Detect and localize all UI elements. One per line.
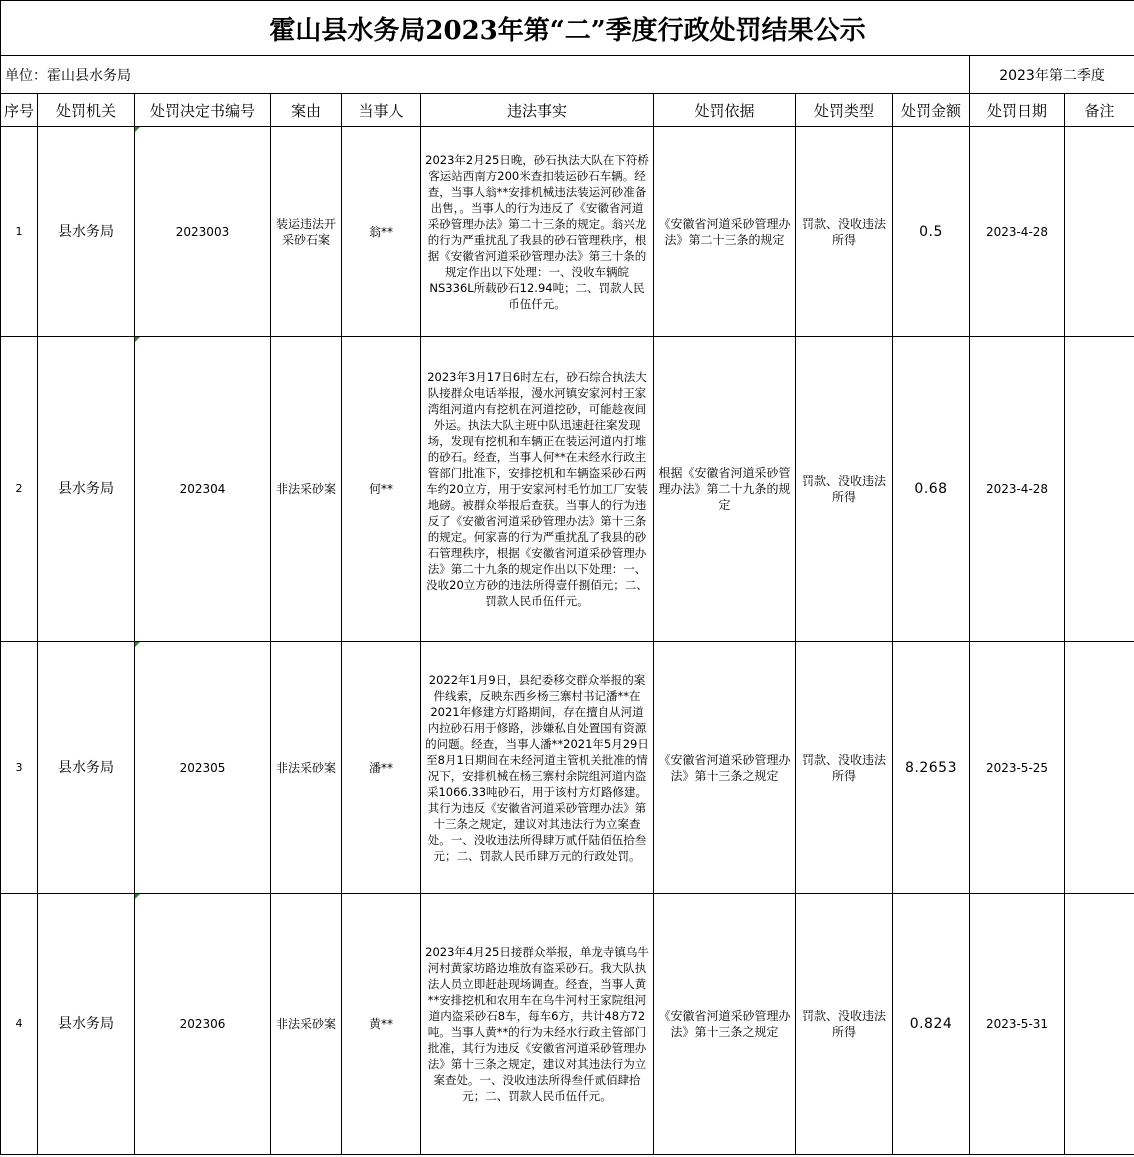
header-seq: 序号 bbox=[1, 94, 38, 127]
cell-seq: 4 bbox=[1, 894, 38, 1155]
cell-doc-no: 202306 bbox=[135, 894, 271, 1155]
cell-cause: 非法采砂案 bbox=[271, 894, 342, 1155]
header-party: 当事人 bbox=[342, 94, 421, 127]
cell-date: 2023-5-31 bbox=[970, 894, 1065, 1155]
cell-type: 罚款、没收违法所得 bbox=[796, 337, 893, 642]
table-row bbox=[1, 894, 1134, 1155]
cell-seq: 2 bbox=[1, 337, 38, 642]
cell-party: 潘** bbox=[342, 642, 421, 894]
cell-remark bbox=[1065, 642, 1134, 894]
unit-label: 单位：霍山县水务局 bbox=[1, 56, 970, 94]
cell-org: 县水务局 bbox=[38, 127, 135, 337]
cell-type: 罚款、没收违法所得 bbox=[796, 894, 893, 1155]
table-row bbox=[1, 642, 1134, 894]
cell-date: 2023-5-25 bbox=[970, 642, 1065, 894]
page-title: 霍山县水务局2023年第“二”季度行政处罚结果公示 bbox=[1, 1, 1134, 56]
cell-basis: 《安徽省河道采砂管理办法》第十三条之规定 bbox=[654, 894, 796, 1155]
cell-type: 罚款、没收违法所得 bbox=[796, 127, 893, 337]
cell-org: 县水务局 bbox=[38, 894, 135, 1155]
cell-cause: 非法采砂案 bbox=[271, 337, 342, 642]
header-date: 处罚日期 bbox=[970, 94, 1065, 127]
header-row bbox=[1, 94, 1134, 127]
header-facts: 违法事实 bbox=[421, 94, 654, 127]
cell-party: 翁** bbox=[342, 127, 421, 337]
cell-cause: 装运违法开采砂石案 bbox=[271, 127, 342, 337]
header-remark: 备注 bbox=[1065, 94, 1134, 127]
cell-basis: 根据《安徽省河道采砂管理办法》第二十九条的规定 bbox=[654, 337, 796, 642]
cell-amount: 0.68 bbox=[893, 337, 970, 642]
cell-remark bbox=[1065, 337, 1134, 642]
cell-amount: 0.5 bbox=[893, 127, 970, 337]
cell-amount: 8.2653 bbox=[893, 642, 970, 894]
cell-party: 何** bbox=[342, 337, 421, 642]
header-amount: 处罚金额 bbox=[893, 94, 970, 127]
header-basis: 处罚依据 bbox=[654, 94, 796, 127]
cell-org: 县水务局 bbox=[38, 642, 135, 894]
cell-type: 罚款、没收违法所得 bbox=[796, 642, 893, 894]
cell-facts: 2023年3月17日6时左右，砂石综合执法大队接群众电话举报，漫水河镇安家河村王家湾组河道内有挖机在河道挖砂，可能趁夜间外运。执法大队主班中队迅速赶往案发现场，发现有挖机和车辆正在装运河道内打堆的砂石。经查，当事人何**在未经水行政主管部门批准下，安排挖机和车辆盗采砂石两车约20立方，用于安家河村毛竹加工厂安装地磅。被群众举报后查获。当事人的行为违反了《安徽省河道采砂管理办法》第十三条的规定。何家喜的行为严重扰乱了我县的砂石管理秩序，根据《安徽省河道采砂管理办法》第二十九条的规定作出以下处理：一、没收20立方砂的违法所得壹仟捌佰元；二、罚款人民币伍仟元。 bbox=[421, 337, 654, 642]
cell-doc-no: 202304 bbox=[135, 337, 271, 642]
table-row bbox=[1, 337, 1134, 642]
period-label: 2023年第二季度 bbox=[970, 56, 1134, 94]
header-doc-no: 处罚决定书编号 bbox=[135, 94, 271, 127]
cell-remark bbox=[1065, 894, 1134, 1155]
cell-basis: 《安徽省河道采砂管理办法》第十三条之规定 bbox=[654, 642, 796, 894]
cell-doc-no: 202305 bbox=[135, 642, 271, 894]
header-org: 处罚机关 bbox=[38, 94, 135, 127]
cell-seq: 3 bbox=[1, 642, 38, 894]
table-row bbox=[1, 127, 1134, 337]
header-cause: 案由 bbox=[271, 94, 342, 127]
cell-remark bbox=[1065, 127, 1134, 337]
cell-doc-no: 2023003 bbox=[135, 127, 271, 337]
cell-facts: 2023年2月25日晚，砂石执法大队在下符桥客运站西南方200米查扣装运砂石车辆。经查，当事人翁**安排机械违法装运河砂准备出售，。当事人的行为违反了《安徽省河道采砂管理办法》第二十三条的规定。翁兴龙的行为严重扰乱了我县的砂石管理秩序，根据《安徽省河道采砂管理办法》第三十条的规定作出以下处理：一、没收车辆皖NS336L所载砂石12.94吨；二、罚款人民币伍仟元。 bbox=[421, 127, 654, 337]
cell-seq: 1 bbox=[1, 127, 38, 337]
cell-basis: 《安徽省河道采砂管理办法》第二十三条的规定 bbox=[654, 127, 796, 337]
cell-date: 2023-4-28 bbox=[970, 127, 1065, 337]
cell-facts: 2023年4月25日接群众举报，单龙寺镇乌牛河村黄家坊路边堆放有盗采砂石。我大队执法人员立即赶赴现场调查。经查，当事人黄**安排挖机和农用车在乌牛河村王家院组河道内盗采砂石8车，每车6方，共计48方72吨。当事人黄**的行为未经水行政主管部门批准，其行为违反《安徽省河道采砂管理办法》第十三条之规定，建议对其违法行为立案查处。一、没收违法所得叁仟贰佰肆拾元；二、罚款人民币伍仟元。 bbox=[421, 894, 654, 1155]
cell-cause: 非法采砂案 bbox=[271, 642, 342, 894]
cell-org: 县水务局 bbox=[38, 337, 135, 642]
cell-party: 黄** bbox=[342, 894, 421, 1155]
cell-facts: 2022年1月9日，县纪委移交群众举报的案件线索，反映东西乡杨三寨村书记潘**在2021年修建方灯路期间，存在擅自从河道内拉砂石用于修路，涉嫌私自处置国有资源的问题。经查，当事人潘**2021年5月29日至8月1日期间在未经河道主管机关批准的情况下，安排机械在杨三寨村余院组河道内盗采1066.33吨砂石，用于该村方灯路修建。其行为违反《安徽省河道采砂管理办法》第十三条之规定，建议对其违法行为立案查处。一、没收违法所得肆万贰仟陆佰伍拾叁元；二、罚款人民币肆万元的行政处罚。 bbox=[421, 642, 654, 894]
header-type: 处罚类型 bbox=[796, 94, 893, 127]
cell-date: 2023-4-28 bbox=[970, 337, 1065, 642]
cell-amount: 0.824 bbox=[893, 894, 970, 1155]
